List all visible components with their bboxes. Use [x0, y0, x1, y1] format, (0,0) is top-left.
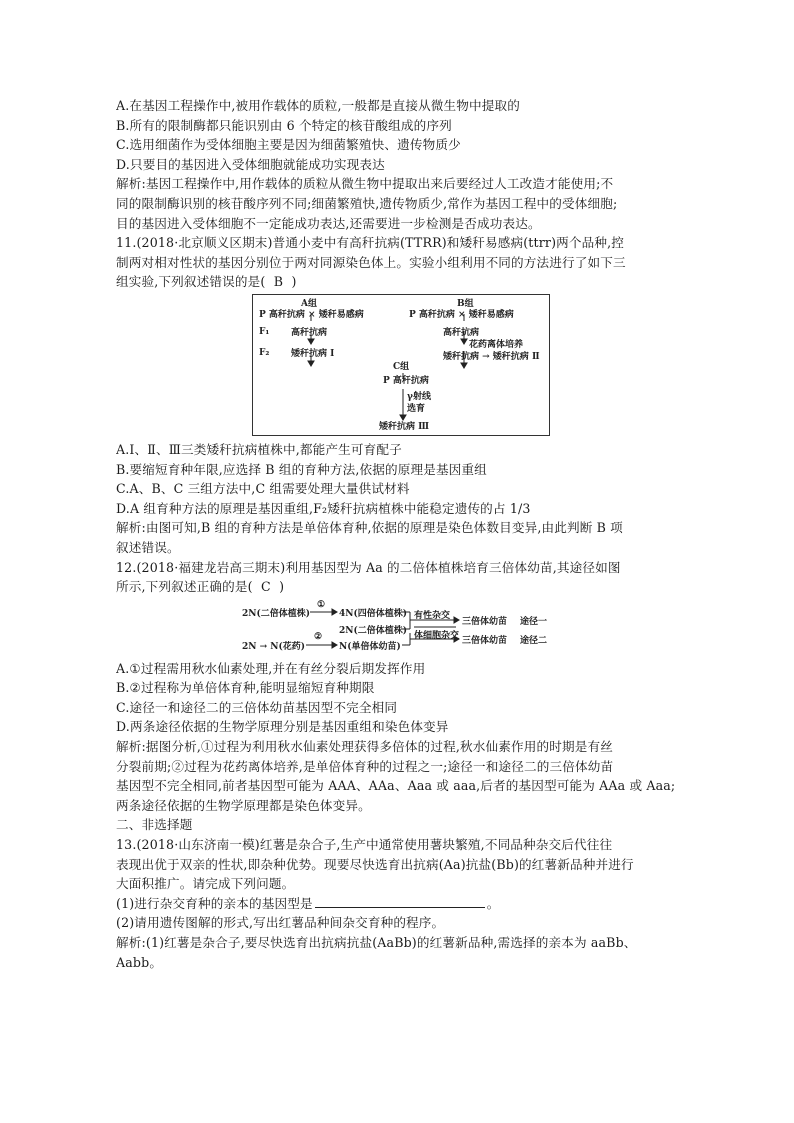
section-heading: 二、非选择题 — [116, 817, 193, 833]
group-a-f1: 高秆抗病 — [291, 327, 328, 338]
r2-left: 2N(二倍体植株) — [339, 625, 408, 636]
q11-stem: 组实验,下列叙述错误的是( B ) — [116, 274, 297, 290]
q12-analysis-line: 分裂前期;②过程为花药离体培养,是单倍体育种的过程之一;途径一和途径二的三倍体幼苗 — [116, 758, 614, 774]
q10-analysis-line: 解析:基因工程操作中,用作载体的质粒从微生物中提取出来后要经过人工改造才能使用;不 — [116, 176, 614, 192]
group-c-step: γ射线 — [407, 391, 431, 402]
q10-option-a: A.在基因工程操作中,被用作载体的质粒,一般都是直接从微生物中提取的 — [116, 98, 521, 113]
q10-block — [116, 96, 682, 233]
q11-breeding-diagram — [252, 294, 550, 436]
q12-stem: 所示,下列叙述正确的是( C ) — [116, 579, 285, 595]
q12-block — [116, 558, 682, 816]
q13-block — [116, 835, 682, 972]
group-b-step: 花药离体培养 — [469, 339, 524, 350]
answer-blank[interactable] — [315, 895, 485, 908]
group-c-title: C组 — [393, 361, 410, 372]
result-2: 三倍体幼苗 — [462, 635, 508, 646]
q13-stem: 大面积推广。请完成下列问题。 — [116, 876, 295, 892]
q11-block — [116, 233, 682, 557]
q10-option-c: C.选用细菌作为受体细胞主要是因为细菌繁殖快、遗传物质少 — [116, 137, 461, 153]
q13-stem: 13.(2018·山东济南一模)红薯是杂合子,生产中通常使用薯块繁殖,不同品种杂交后代往往 — [116, 837, 613, 853]
pathway-1: 途径一 — [520, 616, 548, 627]
q10-option-b: B.所有的限制酶都只能识别由 6 个特定的核苷酸组成的序列 — [116, 117, 452, 133]
q10-analysis-line: 同的限制酶识别的核苷酸序列不同;细菌繁殖快,遗传物质少,常作为基因工程中的受体细胞; — [116, 195, 618, 211]
q12-analysis-line: 基因型不完全相同,前者基因型可能为 AAA、AAa、Aaa 或 aaa,后者的基因型可能为 AAa 或 Aaa; — [116, 778, 676, 794]
q12-option-c: C.途径一和途径二的三倍体幼苗基因型不完全相同 — [116, 699, 398, 715]
r1-left: 2N(二倍体植株) — [242, 608, 311, 619]
q13-analysis-line: Aabb。 — [116, 954, 163, 970]
q11-stem: 制两对相对性状的基因分别位于两对同源染色体上。实验小组利用不同的方法进行了如下三 — [116, 254, 626, 270]
r1-right: 4N(四倍体植株) — [339, 608, 408, 619]
q12-stem: 12.(2018·福建龙岩高三期末)利用基因型为 Aa 的二倍体植株培育三倍体幼苗,其途径如图 — [116, 559, 621, 575]
q11-option-c: C.A、B、C 三组方法中,C 组需要处理大量供试材料 — [116, 481, 410, 497]
r3-left: 2N → N(花药) — [242, 641, 306, 652]
q12-answer: C — [252, 579, 280, 595]
f2-label: F₂ — [259, 347, 270, 358]
q13-sub-1: (1)进行杂交育种的亲本的基因型是 。 — [116, 895, 500, 911]
q11-answer: B — [265, 274, 292, 290]
q11-option-b: B.要缩短育种年限,应选择 B 组的育种方法,依据的原理是基因重组 — [116, 461, 487, 477]
q10-option-d: D.只要目的基因进入受体细胞就能成功实现表达 — [116, 156, 385, 172]
q12-option-a: A.①过程需用秋水仙素处理,并在有丝分裂后期发挥作用 — [116, 660, 426, 676]
result-1: 三倍体幼苗 — [462, 616, 508, 627]
q13-sub-2: (2)请用遗传图解的形式,写出红薯品种间杂交育种的程序。 — [116, 915, 445, 931]
q11-option-d: D.A 组育种方法的原理是基因重组,F₂矮秆抗病植株中能稳定遗传的占 1/3 — [116, 500, 531, 516]
group-b-title: B组 — [457, 298, 474, 309]
group-b-result: 矮秆抗病 → 矮秆抗病 Ⅱ — [443, 351, 540, 362]
pathway-2: 途径二 — [520, 635, 548, 646]
f1-label: F₁ — [259, 326, 270, 337]
q12-option-b: B.②过程称为单倍体育种,能明显缩短育种期限 — [116, 680, 375, 696]
group-b-parents: P 高秆抗病 × 矮秆易感病 — [409, 309, 514, 320]
q12-analysis-line: 两条途径依据的生物学原理都是染色体变异。 — [116, 797, 371, 813]
group-c-step: 选育 — [407, 403, 426, 414]
r3-right: N(单倍体幼苗) — [339, 641, 401, 652]
q11-option-a: A.Ⅰ、Ⅱ、Ⅲ三类矮秆抗病植株中,都能产生可育配子 — [116, 441, 402, 457]
q12-option-d: D.两条途径依据的生物学原理分别是基因重组和染色体变异 — [116, 719, 449, 735]
q12-analysis-line: 解析:据图分析,①过程为利用秋水仙素处理获得多倍体的过程,秋水仙素作用的时期是有丝 — [116, 739, 613, 755]
step-2-label: ② — [314, 631, 323, 642]
q13-analysis-line: 解析:(1)红薯是杂合子,要尽快选育出抗病抗盐(AaBb)的红薯新品种,需选择的亲本为 aaBb、 — [116, 935, 637, 950]
q11-analysis-line: 叙述错误。 — [116, 539, 180, 555]
q12-pathway-diagram — [242, 599, 572, 655]
group-a-parents: P 高秆抗病 × 矮秆易感病 — [259, 309, 364, 320]
group-c-result: 矮秆抗病 Ⅲ — [379, 421, 430, 432]
q10-analysis-line: 目的基因进入受体细胞不一定能成功表达,还需要进一步检测是否成功表达。 — [116, 215, 541, 231]
q13-stem: 表现出优于双亲的性状,即杂种优势。现要尽快选育出抗病(Aa)抗盐(Bb)的红薯新品种并进行 — [116, 856, 634, 872]
q11-stem: 11.(2018·北京顺义区期末)普通小麦中有高秆抗病(TTRR)和矮秆易感病(ttrr)两个品种,控 — [116, 235, 624, 251]
group-a-f2: 矮秆抗病 Ⅰ — [291, 348, 335, 359]
method-somatic: 体细胞杂交 — [414, 630, 460, 641]
document-page — [116, 96, 682, 972]
step-1-label: ① — [317, 599, 326, 610]
method-sexual: 有性杂交 — [414, 610, 451, 621]
q11-analysis-line: 解析:由图可知,B 组的育种方法是单倍体育种,依据的原理是染色体数目变异,由此判断 B 项 — [116, 520, 623, 536]
group-a-title: A组 — [301, 298, 317, 309]
group-b-f1: 高秆抗病 — [443, 327, 480, 338]
group-c-parent: P 高秆抗病 — [383, 375, 429, 386]
